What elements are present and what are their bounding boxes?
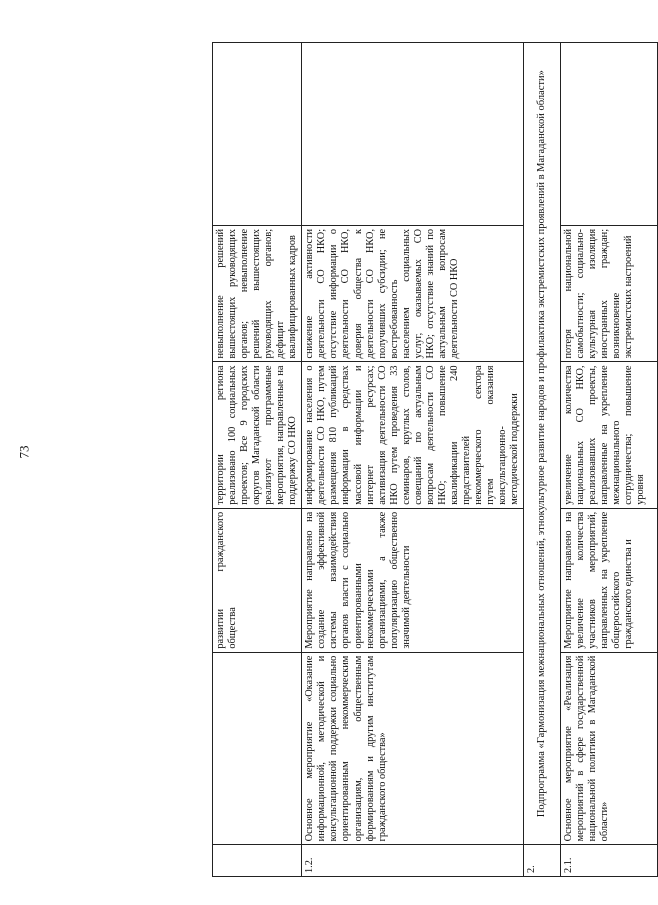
page-number: 73 — [16, 445, 32, 459]
cell-description: развитии гражданского общества — [213, 508, 302, 652]
cell-name: Основное мероприятие «Оказание информационной, методической и консультационной поддержки социально ориентированным некоммерческим организациям, общественным формированиям и другим институтам гражданского общества» — [302, 652, 524, 845]
cell-num: 2. — [524, 845, 561, 877]
table-row — [213, 43, 302, 877]
rotated-page — [212, 42, 647, 877]
cell-num — [213, 845, 302, 877]
table-row — [524, 43, 561, 877]
cell-empty — [302, 43, 524, 226]
cell-risk: невыполнение решений вышестоящих руководящих органов; невыполнение решений вышестоящих руководящих органов; дефицит квалифицированных кадров — [213, 225, 302, 362]
cell-empty — [561, 43, 658, 226]
program-table — [212, 42, 658, 877]
table-row — [561, 43, 658, 877]
cell-num: 1.2. — [302, 845, 524, 877]
table-row — [302, 43, 524, 877]
cell-result: увеличение количества национальных СО НКО, реализовавших проекты, направленные на укрепление межнационального сотрудничества; повышение уровня — [561, 362, 658, 508]
cell-risk: потеря национальной самобытности; социально-культурная изоляция иностранных граждан; возникновение экстремистских настроений — [561, 225, 658, 362]
cell-num: 2.1. — [561, 845, 658, 877]
cell-empty — [213, 43, 302, 226]
subprogram-title: Подпрограмма «Гармонизация межнациональных отношений, этнокультурное развитие народов и профилактика экстремистских проявлений в Магаданской области» — [524, 43, 561, 845]
cell-name — [213, 652, 302, 845]
cell-description: Мероприятие направлено на увеличение количества участников мероприятий, направленных на укрепление общероссийского гражданского единства и — [561, 508, 658, 652]
cell-risk: снижение активности деятельности СО НКО; отсутствие информации о деятельности СО НКО, доверия общества к деятельности СО НКО, получивших субсидии; не востребованность населением социальных услуг, оказываемых СО НКО; отсутствие знаний по актуальным вопросам деятельности СО НКО — [302, 225, 524, 362]
cell-description: Мероприятие направлено на создание эффективной системы взаимодействия органов власти с социально ориентированными некоммерческими организациями, а также популяризацию общественно значимой деятельности — [302, 508, 524, 652]
cell-name: Основное мероприятие «Реализация мероприятий в сфере государственной национальной политики в Магаданской области» — [561, 652, 658, 845]
cell-result: территории региона реализовано 100 социальных проектов; Все 9 городских округов Магаданской области реализуют программные мероприятия, направленные на поддержку СО НКО — [213, 362, 302, 508]
cell-result: информирование населения о деятельности СО НКО, путем размещения 810 публикаций информации в средствах массовой информации и интернет ресурсах; активизация деятельности СО НКО путем проведения 33 семинаров, круглых столов, совещаний по актуальным вопросам деятельности СО НКО; повышение квалификации 240 представителей некоммерческого сектора путем оказания консультационно-методической поддержки — [302, 362, 524, 508]
